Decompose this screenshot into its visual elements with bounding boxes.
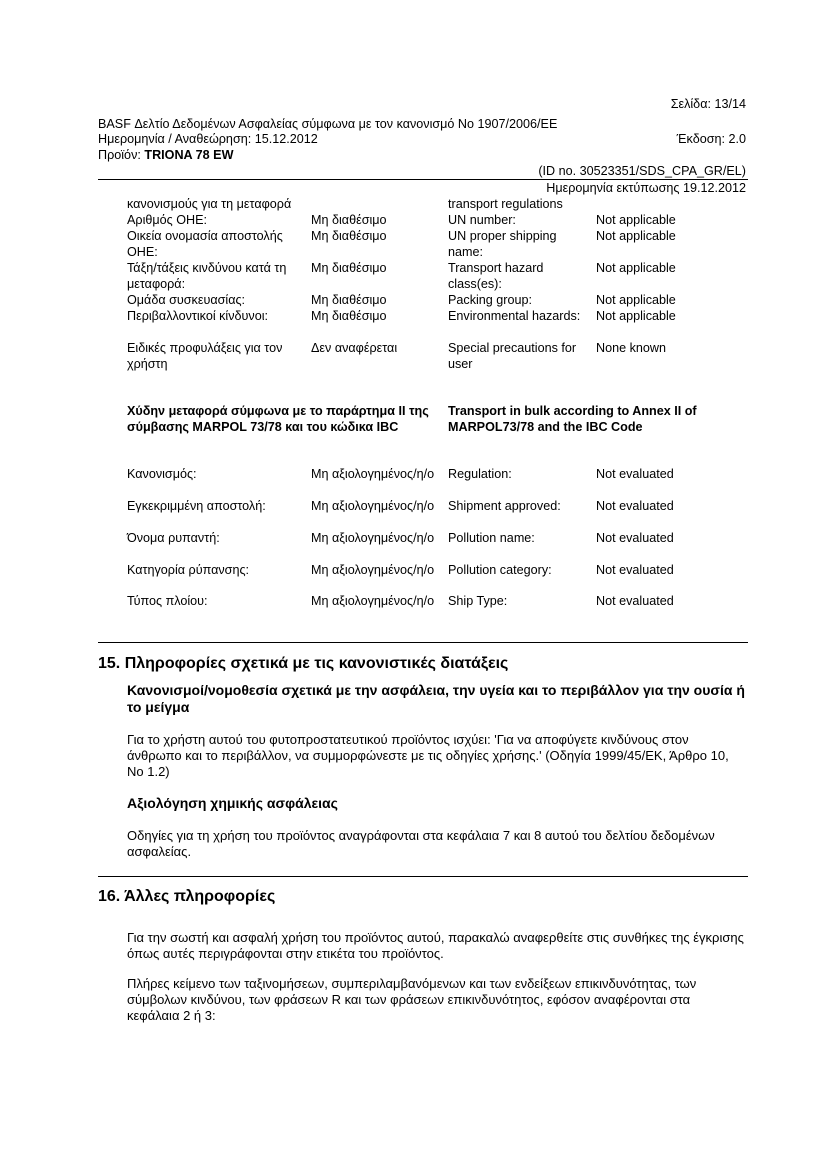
transport-gr-value: Μη διαθέσιμο [311,213,387,227]
section-16-paragraph-2: Πλήρες κείμενο των ταξινομήσεων, συμπεριλαμβανόμενων και των ενδείξεων επικινδυνότητας, των σύμβολων κινδύνου, των φράσεων R και των φράσεων επικινδυνότητος, εφόσον αναφέρονται στα κεφάλαια 2 ή 3: [127,976,697,1023]
bulk-en-label: Pollution category: [448,563,552,577]
section-15-title: 15. Πληροφορίες σχετικά με τις κανονιστικές διατάξεις [98,655,509,672]
transport-en-value: Not applicable [596,213,676,227]
transport-en-value: Not applicable [596,229,676,243]
bulk-gr-label: Εγκεκριμμένη αποστολή: [127,499,266,513]
transport-en-label: Transport hazard class(es): [448,261,544,291]
bulk-gr-value: Μη αξιολογημένος/η/ο [311,499,435,513]
page-number: Σελίδα: 13/14 [670,97,746,111]
transport-en-value: Not applicable [596,261,676,275]
bulk-gr-value: Μη αξιολογημένος/η/ο [311,563,435,577]
print-date: Ημερομηνία εκτύπωσης 19.12.2012 [546,181,746,195]
transport-en-value: Not applicable [596,293,676,307]
bulk-gr-value: Μη αξιολογημένος/η/ο [311,531,435,545]
version: Έκδοση: 2.0 [676,132,746,146]
bulk-en-value: Not evaluated [596,563,674,577]
en-regs-line: transport regulations [448,197,563,211]
bulk-gr-label: Κατηγορία ρύπανσης: [127,563,250,577]
transport-gr-value: Μη διαθέσιμο [311,293,387,307]
bulk-en-label: Shipment approved: [448,499,561,513]
section-15-subtitle-2: Αξιολόγηση χημικής ασφάλειας [127,795,338,811]
transport-en-value: None known [596,341,667,355]
transport-gr-value: Δεν αναφέρεται [311,341,398,355]
id-number: (ID no. 30523351/SDS_CPA_GR/EL) [538,164,746,178]
transport-gr-label: Αριθμός ΟΗΕ: [127,213,207,227]
revision-date: Ημερομηνία / Αναθεώρηση: 15.12.2012 [98,132,318,146]
transport-gr-label: Ειδικές προφυλάξεις για τον χρήστη [127,341,283,371]
transport-gr-value: Μη διαθέσιμο [311,261,387,275]
bulk-gr-label: Κανονισμός: [127,467,197,481]
bulk-gr-label: Τύπος πλοίου: [127,594,208,608]
transport-en-value: Not applicable [596,309,676,323]
bulk-en-label: Pollution name: [448,531,535,545]
document-title: BASF Δελτίο Δεδομένων Ασφαλείας σύμφωνα με τον κανονισμό Νο 1907/2006/ΕΕ [98,117,558,131]
transport-gr-label: Οικεία ονομασία αποστολής ΟΗΕ: [127,229,283,259]
bulk-en-value: Not evaluated [596,531,674,545]
transport-gr-label: Ομάδα συσκευασίας: [127,293,246,307]
bulk-en-value: Not evaluated [596,594,674,608]
bulk-gr-label: Όνομα ρυπαντή: [127,531,220,545]
product-line [98,147,233,163]
section-16-title: 16. Άλλες πληροφορίες [98,888,276,905]
product-name: TRIONA 78 EW [144,148,234,162]
transport-en-label: UN proper shipping name: [448,229,557,259]
section-16-paragraph-1: Για την σωστή και ασφαλή χρήση του προϊόντος αυτού, παρακαλώ αναφερθείτε στις συνθήκες της έγκρισης όπως αυτές περιγράφονται στην ετικέτα του προϊόντος. [127,930,744,961]
transport-gr-value: Μη διαθέσιμο [311,309,387,323]
product-label: Προϊόν: [98,148,145,162]
section-15-subtitle: Κανονισμοί/νομοθεσία σχετικά με την ασφάλεια, την υγεία και το περιβάλλον για την ουσία ή το μείγμα [127,682,745,715]
section-divider-16 [98,876,748,877]
transport-en-label: Environmental hazards: [448,309,581,323]
transport-en-label: Special precautions for user [448,341,577,371]
bulk-en-value: Not evaluated [596,467,674,481]
bulk-en-label: Ship Type: [448,594,508,608]
bulk-gr-value: Μη αξιολογημένος/η/ο [311,594,435,608]
bulk-heading-en: Transport in bulk according to Annex II of MARPOL73/78 and the IBC Code [448,404,697,434]
section-15-paragraph-1: Για το χρήστη αυτού του φυτοπροστατευτικού προϊόντος ισχύει: 'Για να αποφύγετε κινδύνους στον άνθρωπο και το περιβάλλον, να συμμορφώνεστε με τις οδηγίες χρήσης.' (Οδηγία 1999/45/ΕΚ, Άρθρο 10, Νο 1.2) [127,732,729,779]
gr-regs-line: κανονισμούς για τη μεταφορά [127,197,292,211]
bulk-gr-value: Μη αξιολογημένος/η/ο [311,467,435,481]
section-divider-15 [98,642,748,643]
transport-gr-value: Μη διαθέσιμο [311,229,387,243]
transport-en-label: Packing group: [448,293,533,307]
transport-gr-label: Περιβαλλοντικοί κίνδυνοι: [127,309,269,323]
transport-gr-label: Τάξη/τάξεις κινδύνου κατά τη μεταφορά: [127,261,287,291]
bulk-en-label: Regulation: [448,467,512,481]
bulk-heading-gr: Χύδην μεταφορά σύμφωνα με το παράρτημα ΙΙ της σύμβασης MARPOL 73/78 και του κώδικα IBC [127,404,429,434]
transport-en-label: UN number: [448,213,516,227]
bulk-en-value: Not evaluated [596,499,674,513]
section-15-paragraph-2: Οδηγίες για τη χρήση του προϊόντος αναγράφονται στα κεφάλαια 7 και 8 αυτού του δελτίου δεδομένων ασφαλείας. [127,828,715,859]
